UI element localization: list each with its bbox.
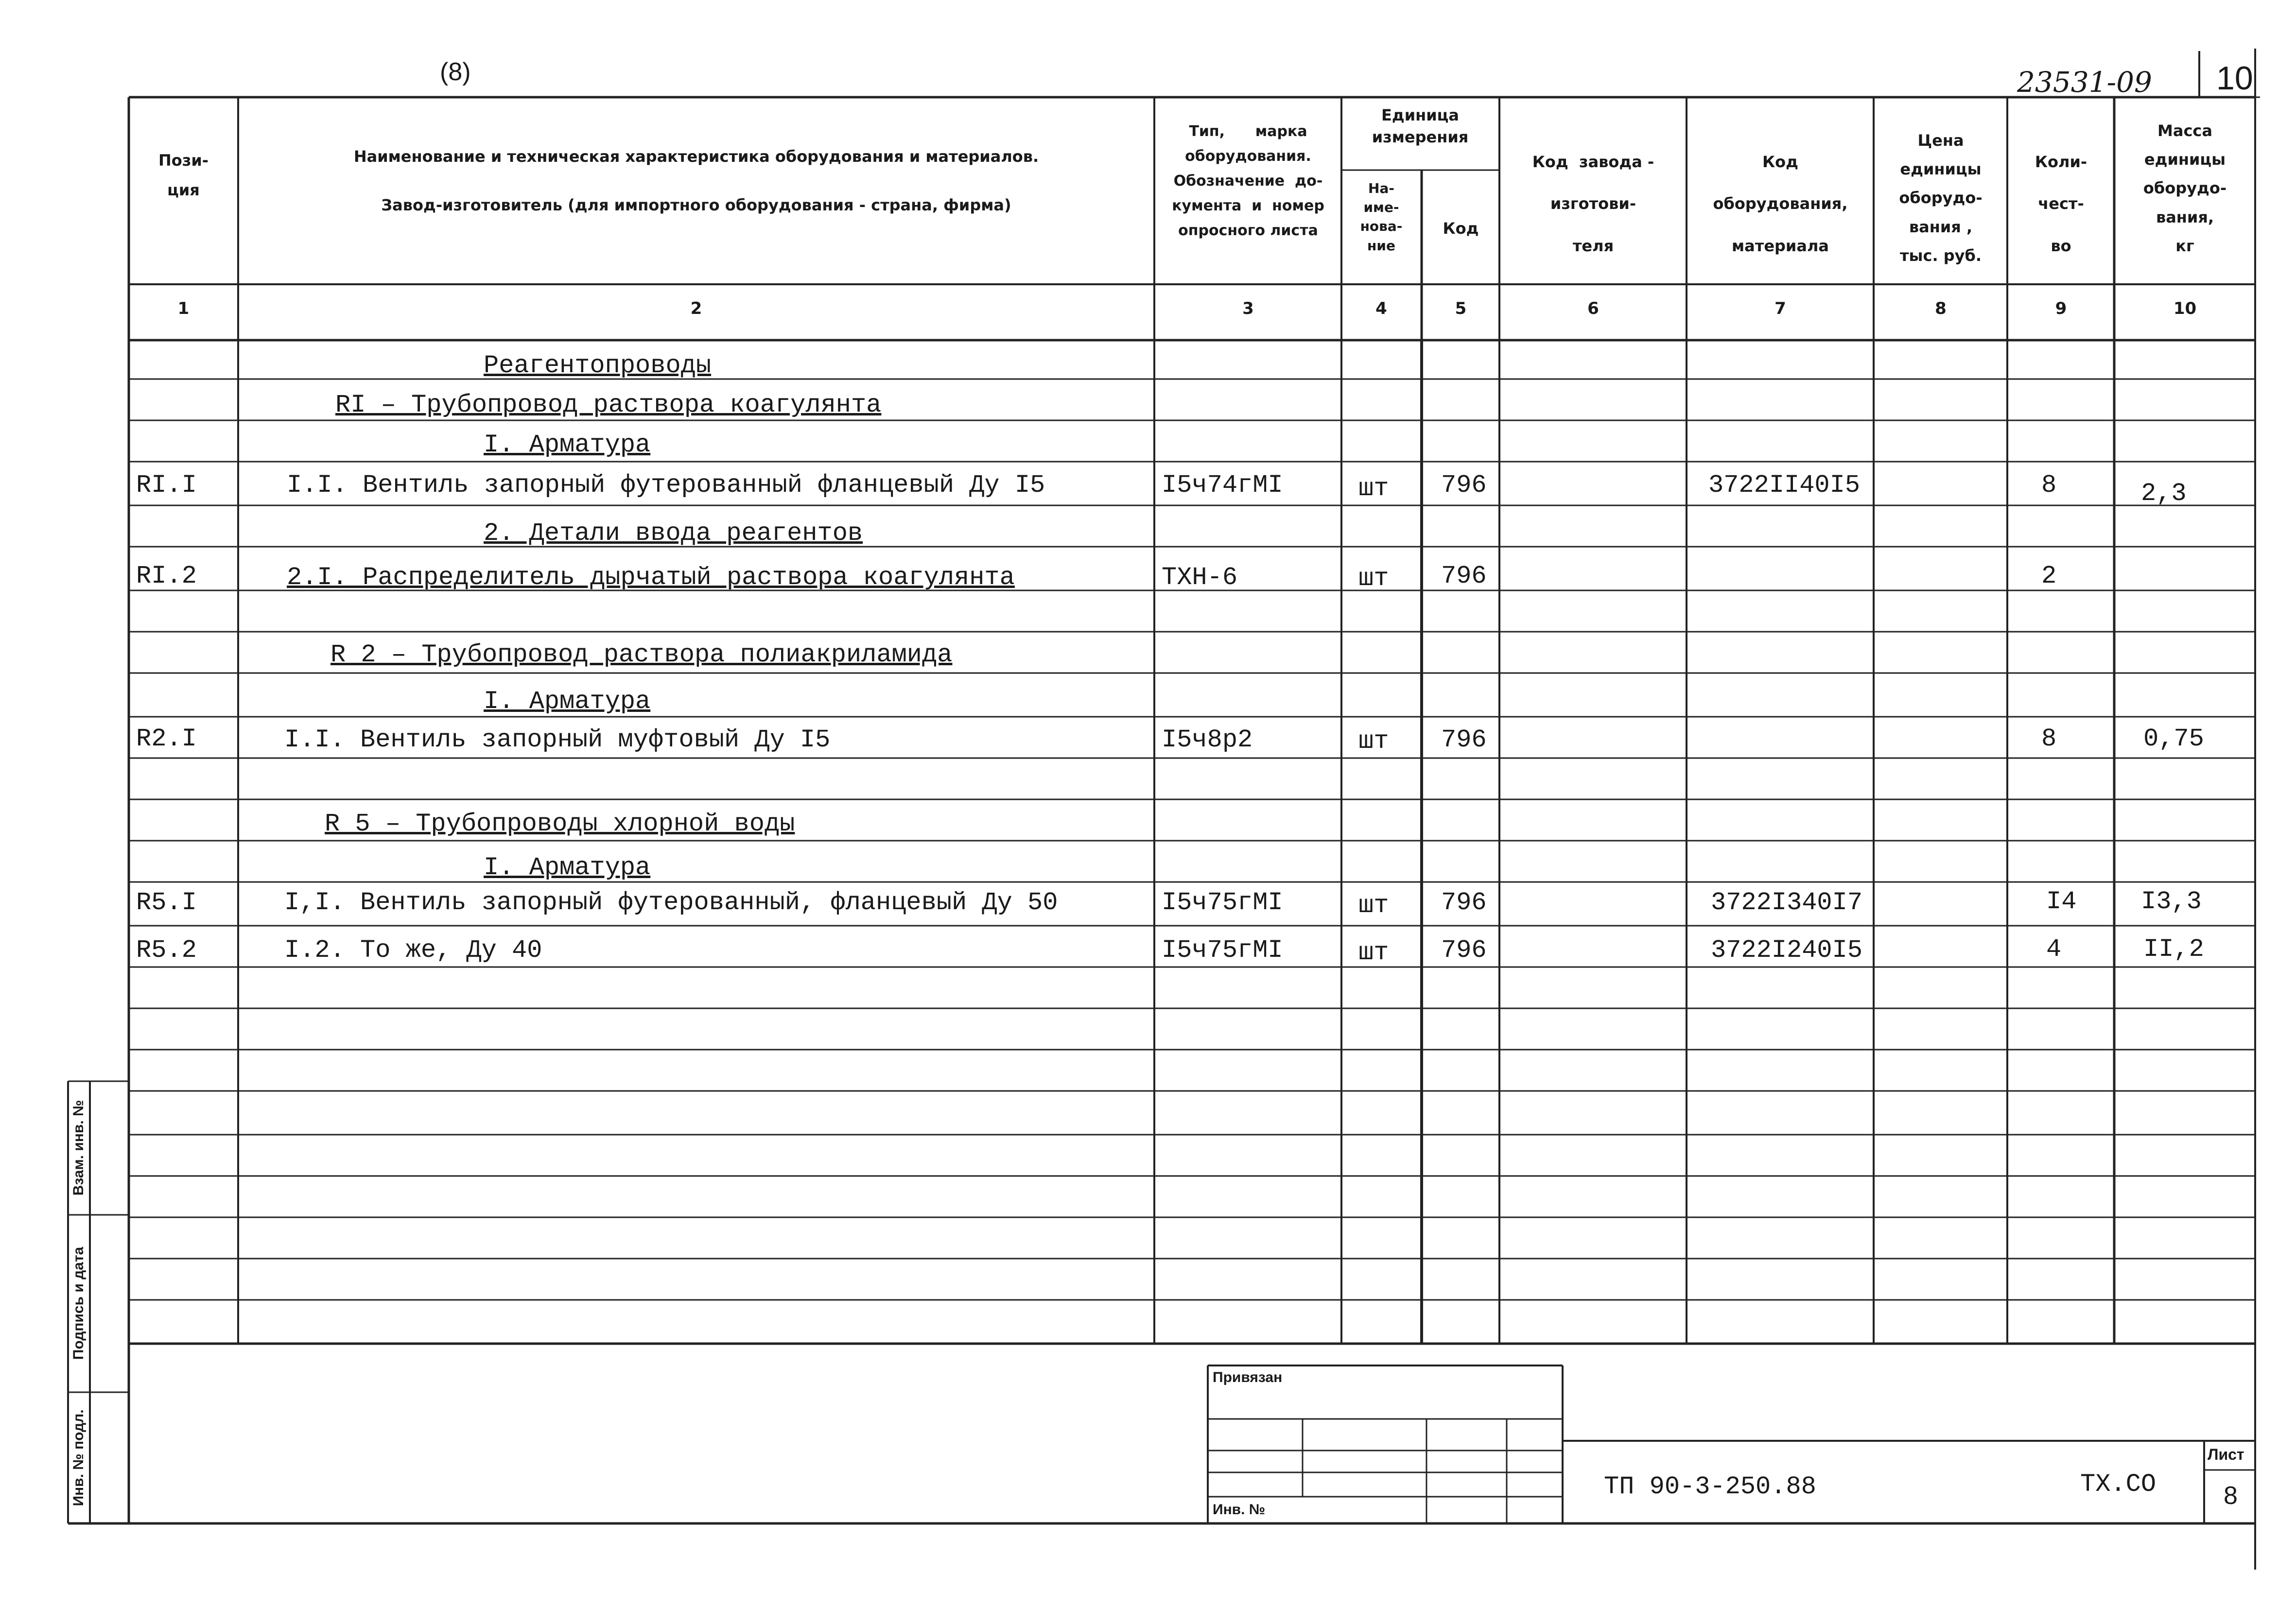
row-quantity: 4 [2046,935,2062,964]
header-position: Пози- ция [158,151,209,199]
colnum-3: 3 [1242,299,1254,318]
group-title: I. Арматура [484,853,651,882]
colnum-4: 4 [1375,299,1387,318]
colnum-8: 8 [1935,299,1947,318]
colnum-2: 2 [690,299,702,318]
header-unit-code: Код [1443,219,1479,238]
document-code: ТП 90-3-250.88 [1604,1472,1816,1501]
row-name: I.I. Вентиль запорный муфтовый Ду I5 [284,726,831,754]
subsection-title: R 2 – Трубопровод раствора полиакриламида [330,640,953,669]
row-type: I5ч75гМI [1162,936,1283,965]
colnum-9: 9 [2055,299,2067,318]
row-name: I,I. Вентиль запорный футерованный, фланцевый Ду 50 [284,888,1058,917]
row-type: I5ч75гМI [1162,888,1283,917]
page-corner-number: 10 [2216,60,2253,97]
row-mass: II,2 [2143,935,2204,964]
header-quantity: Коли- чест- во [2035,153,2087,255]
row-quantity: 8 [2041,471,2057,500]
header-mass: Масса единицы оборудо- вания, кг [2143,121,2227,255]
subsection-title: RI – Трубопровод раствора коагулянта [335,391,882,419]
colnum-5: 5 [1455,299,1467,318]
group-title: 2. Детали ввода реагентов [484,519,863,548]
row-quantity: 8 [2041,725,2057,753]
header-unit-name: На- име- нова- ние [1360,180,1403,254]
row-unit-code: 796 [1441,936,1487,965]
colnum-7: 7 [1774,299,1786,318]
sheet-ref: (8) [440,58,471,86]
row-unit-code: 796 [1441,562,1487,590]
header-name-line2: Завод-изготовитель (для импортного оборудования - страна, фирма) [381,196,1011,214]
document-mark: ТХ.СО [2080,1470,2157,1499]
row-name: 2.I. Распределитель дырчатый раствора коагулянта [287,563,1015,592]
row-name: I.2. То же, Ду 40 [284,936,542,965]
section-title: Реагентопроводы [484,351,712,380]
row-quantity: 2 [2041,562,2057,590]
row-unit-code: 796 [1441,726,1487,754]
inv-label: Инв. № [1213,1502,1266,1518]
row-position: RI.2 [136,562,197,590]
row-name: I.I. Вентиль запорный футерованный фланцевый Ду I5 [287,471,1045,500]
row-position: RI.I [136,471,197,500]
header-name-line1: Наименование и техническая характеристика оборудования и материалов. [353,147,1039,166]
row-mass: I3,3 [2141,887,2202,916]
row-equipment-code: 3722II40I5 [1708,471,1861,500]
colnum-10: 10 [2173,299,2197,318]
sheet-number: 8 [2224,1482,2238,1510]
subsection-title: R 5 – Трубопроводы хлорной воды [325,810,795,838]
row-mass: 0,75 [2143,725,2204,753]
attached-label: Привязан [1213,1369,1283,1385]
row-unit-code: 796 [1441,471,1487,500]
row-position: R5.I [136,888,197,917]
row-unit-code: 796 [1441,888,1487,917]
row-type: I5ч8р2 [1162,726,1253,754]
stamp-signature-date: Подпись и дата [70,1246,87,1360]
row-type: I5ч74гМI [1162,471,1283,500]
row-unit: шт [1358,564,1389,593]
row-unit: шт [1358,938,1389,967]
stamp-replacement-inv: Взам. инв. № [70,1100,87,1196]
row-quantity: I4 [2046,887,2077,916]
header-equipment-code: Код оборудования, материала [1713,153,1848,255]
group-title: I. Арматура [484,687,651,716]
row-equipment-code: 3722I340I7 [1711,888,1863,917]
row-position: R2.I [136,725,197,753]
row-equipment-code: 3722I240I5 [1711,936,1863,965]
group-title: I. Арматура [484,431,651,459]
stamp-original-inv: Инв. № подл. [70,1409,87,1506]
row-unit: шт [1358,474,1389,503]
header-price: Цена единицы оборудо- вания , тыс. руб. [1899,131,1983,265]
colnum-6: 6 [1587,299,1599,318]
colnum-1: 1 [177,299,190,318]
row-unit: шт [1358,727,1389,756]
row-position: R5.2 [136,936,197,965]
header-unit-group: Единица измерения [1372,106,1469,146]
header-type: Тип, марка оборудования. Обозначение до- кумента и номер опросного листа [1172,123,1324,239]
sheet-label: Лист [2208,1446,2244,1463]
row-type: ТХН-6 [1162,563,1238,592]
row-mass: 2,3 [2141,479,2187,508]
archive-number: 23531-09 [2017,66,2152,99]
row-unit: шт [1358,891,1389,920]
header-manufacturer-code: Код завода - изготови- теля [1532,153,1654,255]
